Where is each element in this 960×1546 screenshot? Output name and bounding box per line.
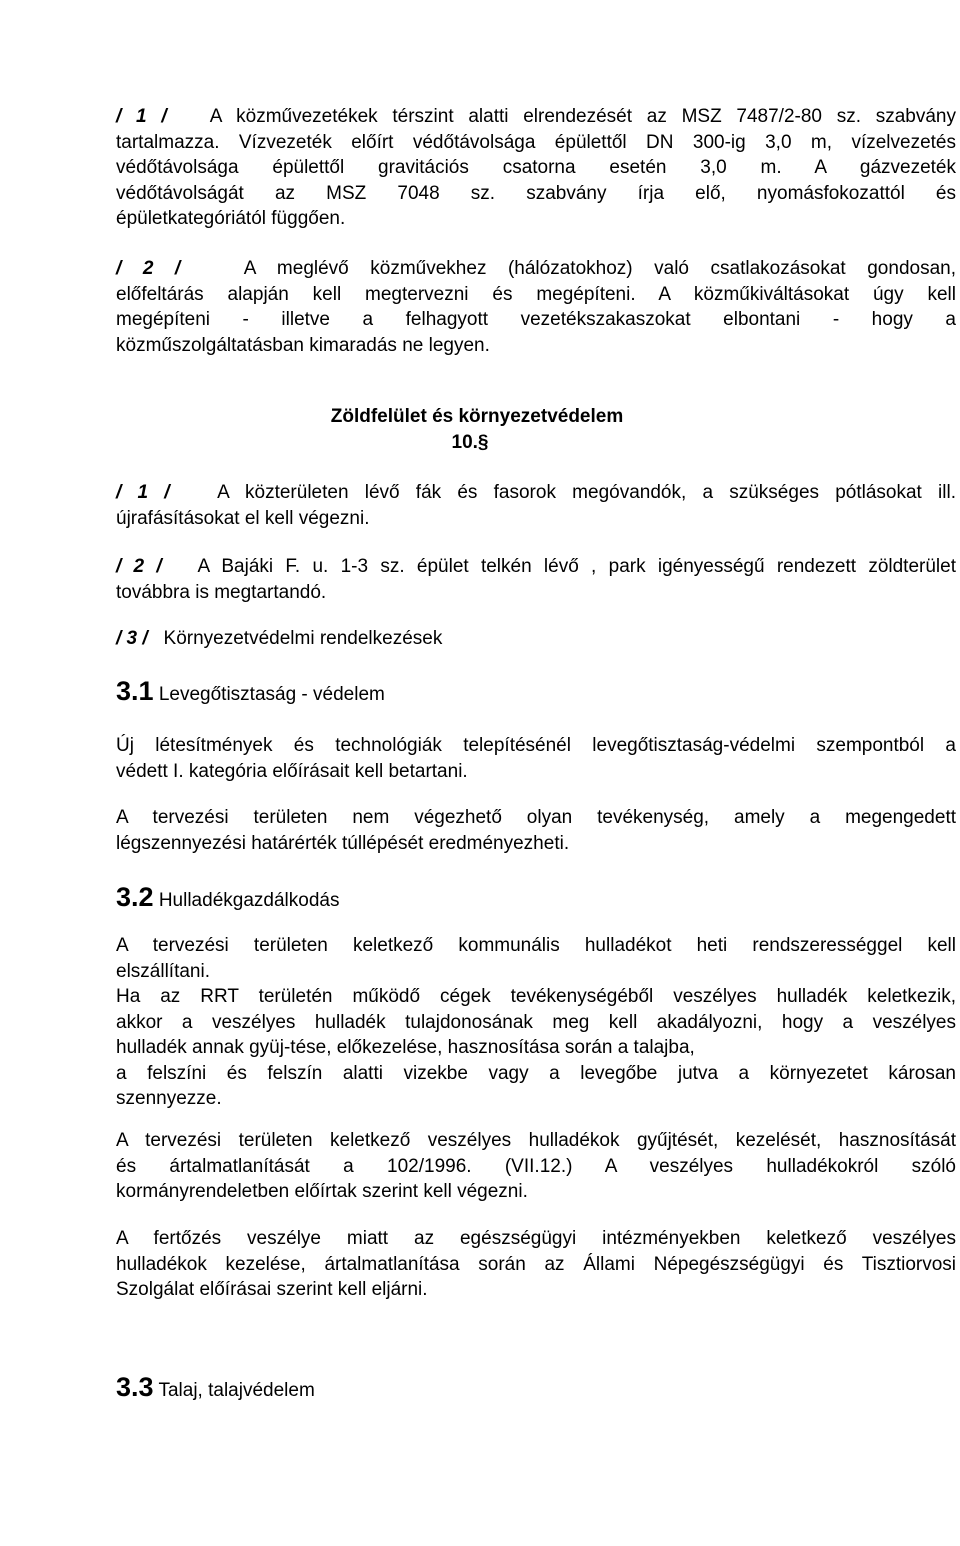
paragraph-marker: / 3 /: [116, 628, 148, 649]
paragraph-line: A fertőzés veszélye miatt az egészségügyi intézményekben keletkező veszélyes: [116, 1228, 956, 1249]
park-paragraph: [116, 554, 956, 605]
subsection-title: Talaj, talajvédelem: [158, 1380, 315, 1401]
section-number: 10.§: [451, 432, 489, 453]
utility-connections-paragraph: [116, 256, 956, 358]
paragraph-line: újrafásításokat el kell végezni.: [116, 507, 370, 529]
paragraph-line: A tervezési területen keletkező veszélyes hulladékok gyűjtését, kezelését, hasznosítását: [116, 1130, 956, 1151]
paragraph-line: szennyezze.: [116, 1088, 222, 1109]
subsection-3-3-heading: [116, 1374, 315, 1404]
paragraph-line: tartalmazza. Vízvezeték előírt védőtávolsága épülettől DN 300-ig 3,0 m, vízelvezetés: [116, 131, 956, 153]
paragraph-line: megépíteni - illetve a felhagyott vezetékszakaszokat elbontani - hogy a: [116, 309, 956, 330]
paragraph-line: továbbra is megtartandó.: [116, 581, 327, 603]
paragraph-line: védőtávolsága épülettől gravitációs csatorna esetén 3,0 m. A gázvezeték: [116, 157, 956, 178]
paragraph-line: Szolgálat előírásai szerint kell eljárni.: [116, 1279, 428, 1300]
paragraph-line: védőtávolságát az MSZ 7048 sz. szabvány írja elő, nyomásfokozattól és: [116, 182, 956, 204]
paragraph-line: épületkategóriától függően.: [116, 208, 346, 229]
paragraph-line: és ártalmatlanítását a 102/1996. (VII.12.) A veszélyes hulladékokról szóló: [116, 1155, 956, 1177]
waste-paragraph-3: [116, 1226, 956, 1303]
paragraph-line: légszennyezési határérték túllépését eredményezheti.: [116, 832, 570, 854]
paragraph-line: hulladék annak gyüj-tése, előkezelése, hasznosítása során a talajba,: [116, 1037, 695, 1058]
paragraph-line: / 1 / A közterületen lévő fák és fasorok megóvandók, a szükséges pótlásokat ill.: [116, 482, 956, 503]
paragraph-line: / 1 / A közművezetékek térszint alatti elrendezését az MSZ 7487/2-80 sz. szabvány: [116, 106, 957, 127]
paragraph-line: előfeltárás alapján kell megtervezni és megépíteni. A közműkiváltásokat úgy kell: [116, 283, 956, 305]
paragraph-marker: / 1 /: [116, 482, 170, 503]
paragraph-line: A tervezési területen nem végezhető olyan tevékenység, amely a megengedett: [116, 807, 956, 828]
subsection-title: Levegőtisztaság - védelem: [158, 684, 385, 705]
paragraph-line: védett I. kategória előírásait kell betartani.: [116, 760, 468, 782]
paragraph-line: kormányrendeletben előírtak szerint kell végezni.: [116, 1181, 528, 1202]
paragraph-line: akkor a veszélyes hulladék tulajdonosának meg kell akadályozni, hogy a veszélyes: [116, 1011, 956, 1033]
paragraph-marker: / 2 /: [116, 258, 181, 279]
subsection-number: 3.3: [116, 1372, 154, 1402]
paragraph-marker: / 2 /: [116, 556, 162, 577]
section-heading: Zöldfelület és környezetvédelem: [330, 406, 624, 427]
paragraph-marker: / 1 /: [116, 106, 167, 127]
waste-paragraph-2: [116, 1128, 956, 1205]
paragraph-line: Új létesítmények és technológiák telepítésénél levegőtisztaság-védelmi szempontból a: [116, 735, 956, 756]
subsection-number: 3.2: [116, 882, 154, 912]
subsection-title: Hulladékgazdálkodás: [158, 890, 340, 911]
paragraph-line: elszállítani.: [116, 960, 210, 982]
paragraph-line: / 2 / A meglévő közművekhez (hálózatokhoz) való csatlakozásokat gondosan,: [116, 258, 956, 279]
paragraph-line: A tervezési területen keletkező kommunális hulladékot heti rendszerességgel kell: [116, 935, 956, 956]
air-quality-paragraph-2: [116, 805, 956, 856]
waste-paragraph-1: [116, 933, 956, 1112]
subsection-number: 3.1: [116, 676, 154, 706]
trees-paragraph: [116, 480, 956, 531]
utilities-layout-paragraph: [116, 104, 956, 232]
environment-provisions: [116, 626, 956, 652]
paragraph-line: közműszolgáltatásban kimaradás ne legyen.: [116, 334, 490, 356]
air-quality-paragraph-1: [116, 733, 956, 784]
paragraph-line: hulladékok kezelése, ártalmatlanítása során az Állami Népegészségügyi és Tisztiorvosi: [116, 1253, 956, 1275]
subsection-3-2-heading: [116, 884, 339, 914]
subsection-3-1-heading: [116, 678, 385, 708]
paragraph-line: a felszíni és felszín alatti vizekbe vagy a levegőbe jutva a környezetet károsan: [116, 1062, 956, 1084]
paragraph-line: Ha az RRT területén működő cégek tevékenységéből veszélyes hulladék keletkezik,: [116, 986, 956, 1007]
paragraph-line: / 3 / Környezetvédelmi rendelkezések: [116, 628, 443, 649]
paragraph-line: / 2 / A Bajáki F. u. 1-3 sz. épület telkén lévő , park igényességű rendezett zöldterület: [116, 556, 956, 577]
